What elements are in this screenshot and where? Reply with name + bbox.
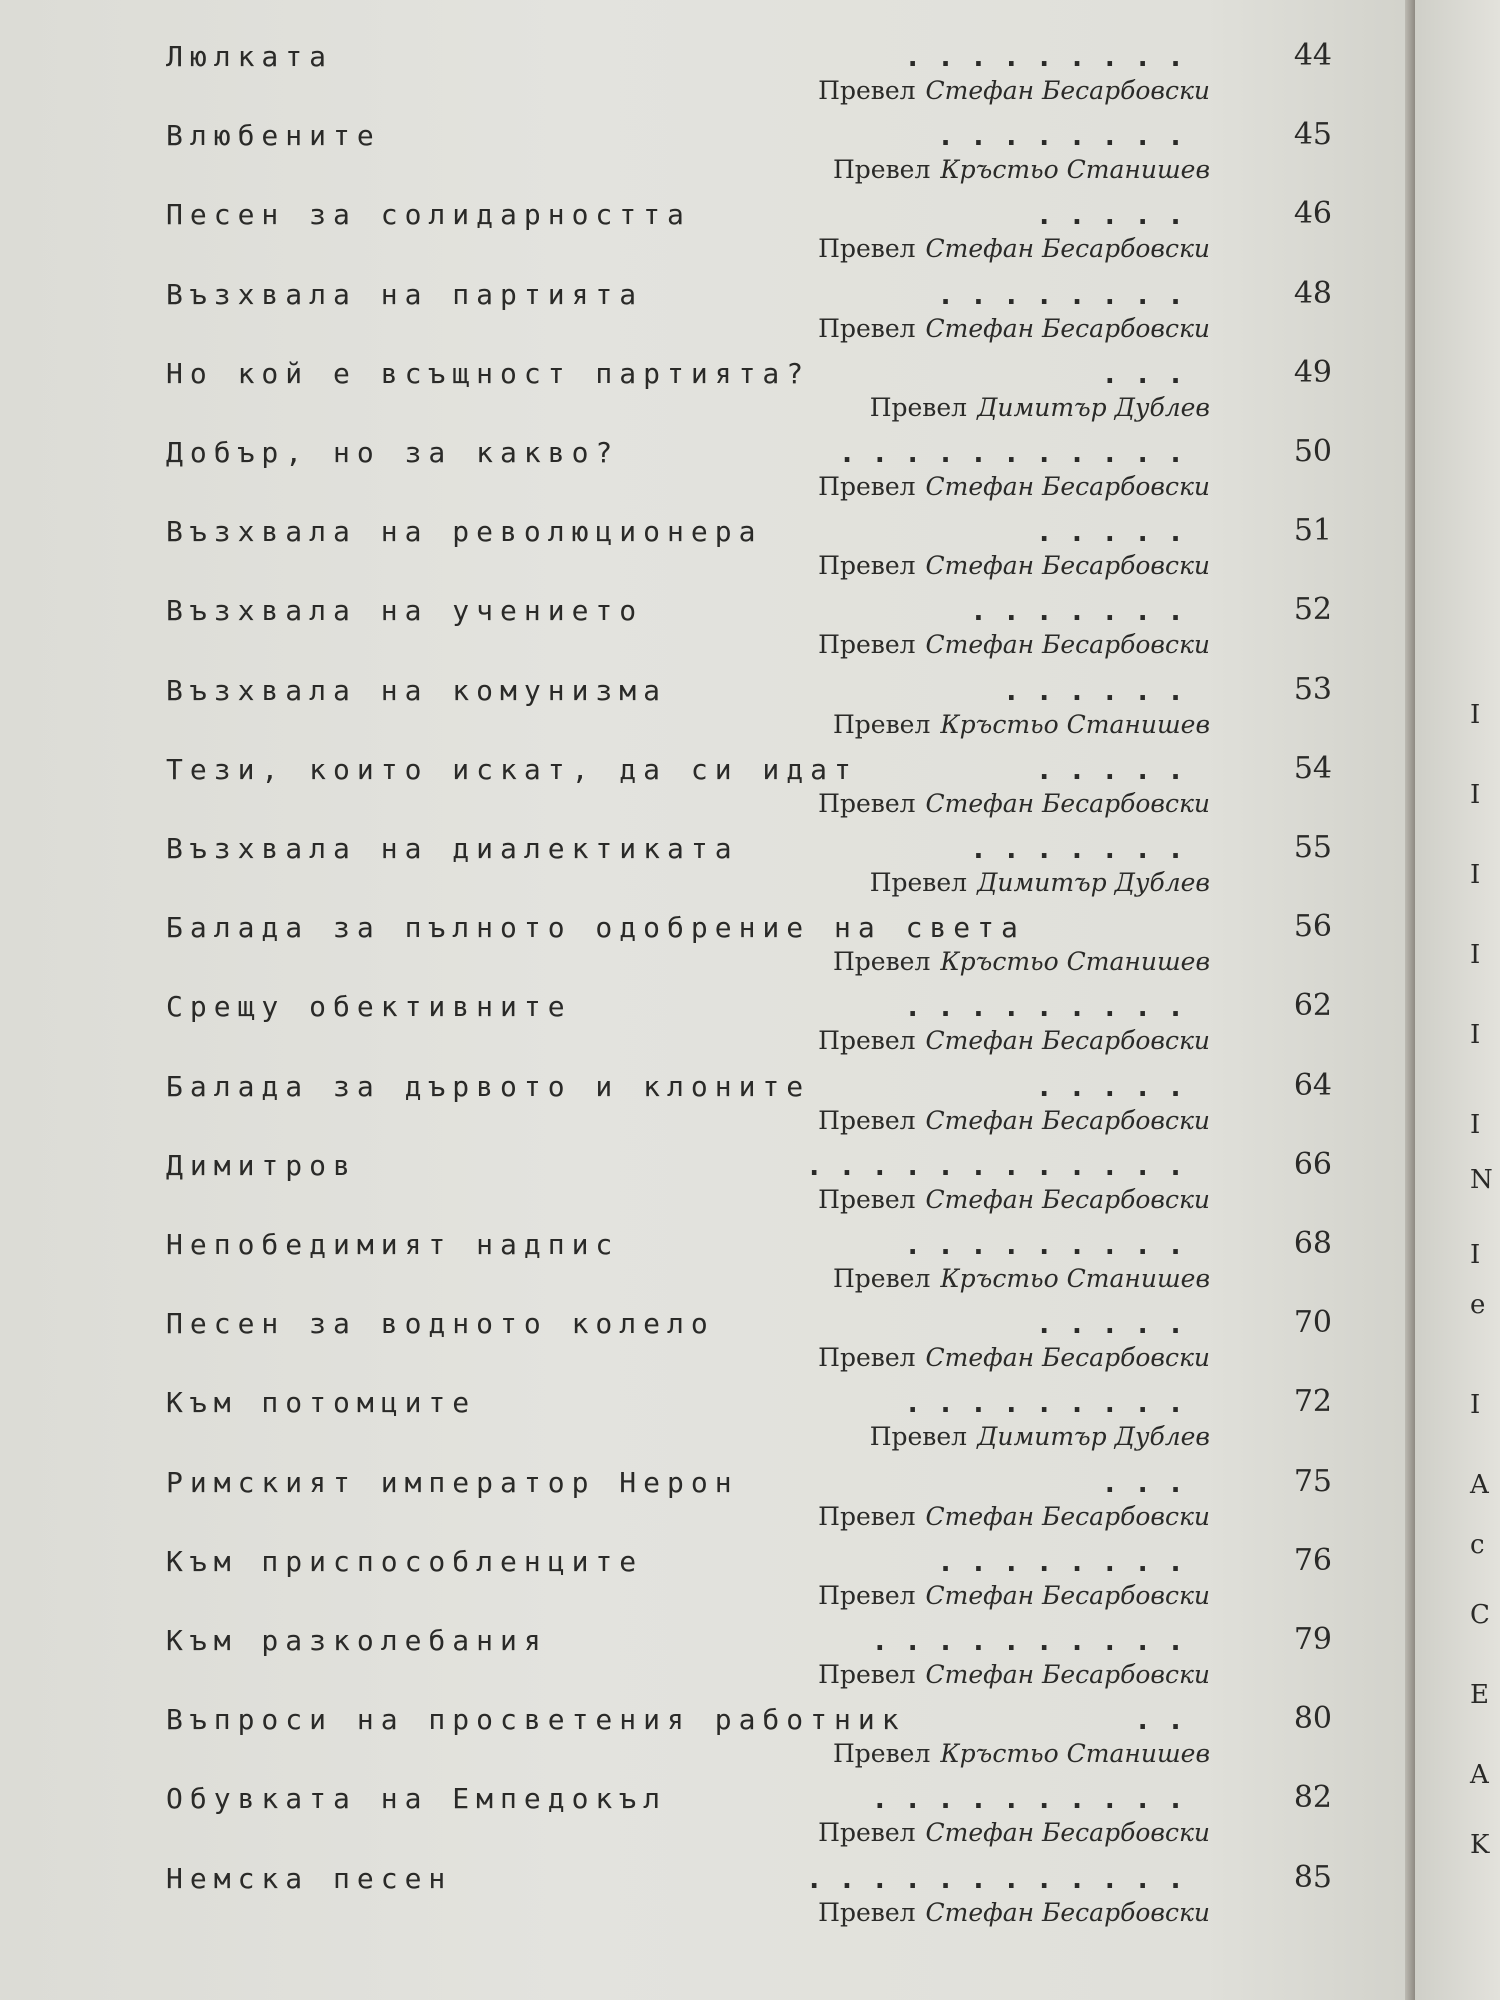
leader-dots: ... [1101, 356, 1200, 390]
adjacent-page-letter: I [1470, 700, 1481, 730]
toc-entry-translator [818, 1502, 1210, 1531]
toc-entry-translator [818, 1026, 1210, 1055]
toc-entry-title: Влюбените [166, 119, 381, 153]
adjacent-page-letter: C [1470, 1600, 1490, 1630]
translator-label: Превел [818, 1026, 916, 1056]
toc-entry [0, 1542, 1340, 1621]
translator-label: Превел [869, 1422, 968, 1452]
toc-entry-translator [818, 76, 1210, 105]
toc-entry-title: Възхвала на партията [166, 277, 644, 311]
toc-entry [0, 1782, 1340, 1858]
toc-entry-page-number: 64 [1293, 1067, 1332, 1103]
toc-entry-page-number: 85 [1293, 1859, 1332, 1895]
translator-label: Превел [832, 1739, 931, 1769]
leader-dots: ......... [904, 1228, 1200, 1261]
leader-dots: ..... [1035, 1069, 1200, 1103]
translator-name: Стефан Бесарбовски [925, 1818, 1210, 1848]
toc-entry-title: Балада за пълното одобрение на света [166, 911, 1025, 945]
toc-entry-title: Възхвала на учението [166, 594, 644, 628]
toc-entry-page-number: 53 [1293, 671, 1332, 707]
translator-label: Превел [818, 234, 916, 264]
toc-entry-page-number: 68 [1293, 1226, 1332, 1261]
adjacent-page-letter: A [1470, 1470, 1489, 1500]
toc-entry-page-number: 50 [1293, 434, 1332, 469]
toc-entry-page-number: 62 [1293, 988, 1332, 1024]
translator-name: Стефан Бесарбовски [925, 1501, 1210, 1531]
translator-label: Превел [869, 868, 968, 897]
translator-name: Кръстьо Станишев [940, 709, 1210, 739]
toc-entry [0, 1386, 1340, 1462]
translator-label: Превел [818, 1897, 916, 1927]
translator-name: Стефан Бесарбовски [925, 1580, 1210, 1610]
toc-entry-title: Добър, но за какво? [166, 436, 620, 469]
translator-name: Стефан Бесарбовски [925, 1105, 1210, 1135]
toc-entry-page-number: 51 [1293, 513, 1332, 549]
translator-name: Кръстьо Станишев [940, 155, 1210, 185]
leader-dots: ........... [838, 436, 1200, 469]
toc-entry [0, 990, 1340, 1066]
toc-entry-title: Балада за дървото и клоните [166, 1069, 811, 1103]
translator-name: Стефан Бесарбовски [925, 1343, 1210, 1373]
adjacent-page-letter: I [1470, 1390, 1481, 1420]
leader-dots: .......... [871, 1782, 1200, 1816]
leader-dots: ........ [937, 119, 1200, 153]
toc-entry [0, 1703, 1340, 1779]
toc-entry-page-number: 45 [1293, 117, 1332, 153]
leader-dots: ........ [937, 277, 1200, 311]
translator-name: Стефан Бесарбовски [925, 630, 1210, 660]
leader-dots: .. [1134, 1703, 1200, 1737]
toc-entry [0, 1228, 1340, 1304]
toc-entry [0, 1859, 1340, 1938]
toc-entry-page-number: 55 [1293, 830, 1332, 865]
translator-name: Стефан Бесарбовски [925, 1897, 1210, 1927]
translator-label: Превел [818, 551, 916, 581]
translator-label: Превел [832, 155, 931, 185]
translator-name: Стефан Бесарбовски [925, 234, 1210, 264]
adjacent-page-letter: E [1470, 1680, 1489, 1710]
toc-entry-translator [818, 1185, 1210, 1214]
toc-entry-title: Но кой е всъщност партията? [166, 356, 811, 390]
translator-name: Димитър Дублев [977, 1422, 1210, 1452]
toc-entry-title: Тези, които искат, да си идат [166, 752, 858, 786]
toc-entry-page-number: 52 [1293, 592, 1332, 628]
toc-entry [0, 515, 1340, 591]
toc-entry-translator [818, 1898, 1210, 1927]
toc-entry-title: Немска песен [166, 1861, 453, 1895]
leader-dots: ..... [1035, 515, 1200, 549]
toc-entry [0, 1463, 1340, 1542]
leader-dots: ......... [904, 1386, 1200, 1420]
toc-entry-title: Обувката на Емпедокъл [166, 1782, 668, 1816]
toc-entry [0, 594, 1340, 670]
translator-label: Превел [818, 76, 916, 105]
translator-name: Стефан Бесарбовски [925, 1660, 1210, 1689]
leader-dots: ... [1101, 1465, 1200, 1499]
toc-entry [0, 750, 1340, 829]
leader-dots: ....... [969, 594, 1200, 628]
toc-entry-title: Възхвала на диалектиката [166, 832, 739, 865]
leader-dots: ............ [805, 1861, 1200, 1895]
translator-label: Превел [818, 788, 916, 818]
toc-entry-translator [833, 155, 1210, 184]
toc-entry-translator [870, 393, 1210, 422]
leader-dots: ..... [1035, 198, 1200, 232]
toc-entry-translator [833, 947, 1210, 976]
toc-entry-translator [818, 314, 1210, 343]
translator-label: Превел [818, 1501, 916, 1531]
toc-entry-page-number: 54 [1293, 750, 1332, 786]
toc-entry-page-number: 44 [1293, 38, 1332, 73]
adjacent-page-letter: I [1470, 1110, 1481, 1140]
toc-entry-title: Люлката [166, 40, 334, 73]
toc-entry-translator [818, 630, 1210, 659]
toc-entry-page-number: 76 [1293, 1542, 1332, 1578]
toc-entry-title: Димитров [166, 1148, 357, 1182]
translator-name: Кръстьо Станишев [940, 1264, 1210, 1293]
translator-name: Стефан Бесарбовски [925, 472, 1210, 501]
toc-entry-translator [818, 1660, 1210, 1689]
adjacent-page-letter: I [1470, 860, 1481, 890]
toc-entry [0, 911, 1340, 987]
toc-entry [0, 1146, 1340, 1225]
adjacent-page-letter: I [1470, 940, 1481, 970]
translator-label: Превел [832, 709, 931, 739]
adjacent-page-letters [1470, 0, 1500, 2000]
translator-name: Стефан Бесарбовски [925, 1184, 1210, 1214]
translator-name: Кръстьо Станишев [940, 947, 1210, 977]
toc-entry-title: Римският император Нерон [166, 1465, 739, 1499]
toc-entry-page-number: 75 [1293, 1463, 1332, 1499]
toc-entry-page-number: 72 [1293, 1384, 1332, 1420]
leader-dots: .......... [871, 1624, 1200, 1657]
toc-entry-title: Непобедимият надпис [166, 1228, 620, 1261]
translator-label: Превел [818, 1105, 916, 1135]
leader-dots: ...... [1002, 673, 1200, 707]
toc-entry-title: Към разколебания [166, 1624, 548, 1657]
toc-entry-translator [818, 234, 1210, 263]
translator-label: Превел [818, 1660, 916, 1689]
toc-entry-title: Към потомците [166, 1386, 477, 1420]
toc-entry-translator [870, 868, 1210, 897]
toc-entry-translator [833, 710, 1210, 739]
translator-label: Превел [818, 1343, 916, 1373]
toc-entry [0, 671, 1340, 750]
translator-name: Стефан Бесарбовски [925, 788, 1210, 818]
leader-dots: ......... [904, 40, 1200, 73]
translator-name: Димитър Дублев [977, 868, 1210, 897]
translator-name: Кръстьо Станишев [940, 1739, 1210, 1769]
toc-entry [0, 275, 1340, 354]
leader-dots: ..... [1035, 1307, 1200, 1341]
toc-entry-page-number: 70 [1293, 1305, 1332, 1341]
adjacent-page-letter: I [1470, 1020, 1481, 1050]
toc-entry-page-number: 46 [1293, 196, 1332, 232]
toc-entry-page-number: 66 [1293, 1146, 1332, 1182]
translator-label: Превел [832, 1264, 931, 1293]
toc-entry-page-number: 49 [1293, 354, 1332, 390]
translator-label: Превел [818, 630, 916, 660]
leader-dots: ..... [1035, 752, 1200, 786]
toc-entry-translator [818, 1343, 1210, 1372]
toc-entry-page-number: 80 [1293, 1701, 1332, 1737]
translator-name: Стефан Бесарбовски [925, 1026, 1210, 1056]
toc-entry-title: Песен за солидарността [166, 198, 691, 232]
leader-dots: ........ [937, 1544, 1200, 1578]
toc-entry-translator [818, 789, 1210, 818]
leader-dots: ....... [969, 832, 1200, 865]
translator-label: Превел [818, 313, 916, 343]
translator-label: Превел [832, 947, 931, 977]
translator-label: Превел [818, 472, 916, 501]
leader-dots: ............ [805, 1148, 1200, 1182]
toc-entry [0, 40, 1340, 116]
toc-entry-title: Възхвала на революционера [166, 515, 763, 549]
translator-name: Стефан Бесарбовски [925, 76, 1210, 105]
adjacent-page-letter: c [1470, 1530, 1485, 1560]
adjacent-page-letter: e [1470, 1290, 1486, 1320]
toc-entry [0, 198, 1340, 274]
translator-label: Превел [818, 1580, 916, 1610]
translator-label: Превел [869, 392, 968, 422]
toc-entry [0, 1624, 1340, 1700]
toc-entry-translator [833, 1739, 1210, 1768]
toc-entry-translator [818, 1818, 1210, 1847]
leader-dots: ......... [904, 990, 1200, 1024]
toc-entry-translator [833, 1264, 1210, 1293]
toc-entry-title: Към приспособленците [166, 1544, 644, 1578]
adjacent-page-letter: A [1470, 1760, 1489, 1790]
toc-entry [0, 1067, 1340, 1146]
translator-name: Димитър Дублев [977, 392, 1210, 422]
toc-entry-translator [818, 1106, 1210, 1135]
toc-entry-translator [818, 472, 1210, 501]
toc-entry [0, 1307, 1340, 1383]
toc-entry-translator [818, 1581, 1210, 1610]
page-gutter [1405, 0, 1415, 2000]
toc-entry [0, 436, 1340, 512]
toc-entry [0, 832, 1340, 908]
toc-entry-page-number: 82 [1293, 1780, 1332, 1816]
adjacent-page-letter: N [1470, 1165, 1493, 1195]
toc-entry-page-number: 79 [1293, 1622, 1332, 1657]
toc-entry [0, 354, 1340, 433]
toc-entry-title: Срещу обективните [166, 990, 572, 1024]
toc-entry-title: Възхвала на комунизма [166, 673, 668, 707]
translator-label: Превел [818, 1818, 916, 1848]
toc-entry-title: Песен за водното колело [166, 1307, 715, 1341]
translator-label: Превел [818, 1184, 916, 1214]
adjacent-page-letter: I [1470, 1240, 1481, 1270]
translator-name: Стефан Бесарбовски [925, 313, 1210, 343]
adjacent-page-letter: I [1470, 780, 1481, 810]
toc-entry-translator [870, 1422, 1210, 1451]
translator-name: Стефан Бесарбовски [925, 551, 1210, 581]
toc-entry-title: Въпроси на просветения работник [166, 1703, 906, 1737]
toc-entry-page-number: 56 [1293, 909, 1332, 945]
toc-entry-translator [818, 551, 1210, 580]
adjacent-page-letter: K [1470, 1830, 1490, 1860]
toc-entry-page-number: 48 [1293, 275, 1332, 311]
toc-entry [0, 119, 1340, 195]
